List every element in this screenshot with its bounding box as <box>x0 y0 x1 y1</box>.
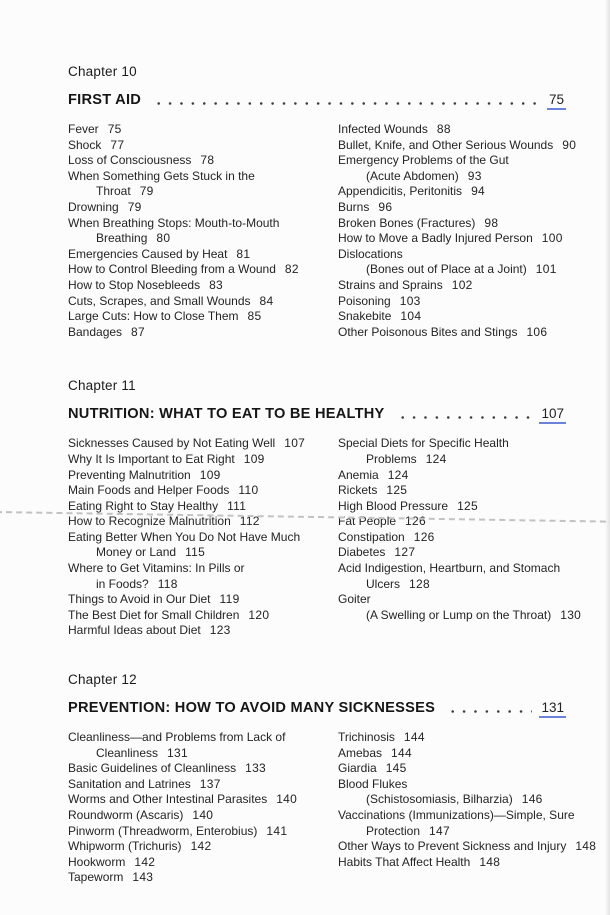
toc-entry <box>338 545 581 561</box>
dot-leader <box>151 92 540 110</box>
toc-entry-title: Broken Bones (Fractures) <box>338 215 476 230</box>
toc-entry-title: Fat People <box>338 514 397 529</box>
toc-entry-title: Main Foods and Helper Foods <box>68 483 230 498</box>
toc-entry <box>68 761 338 777</box>
toc-entry-title: Loss of Consciousness <box>68 153 192 168</box>
toc-entry-title: Blood Flukes <box>338 776 408 791</box>
left-column <box>68 436 338 639</box>
toc-entry <box>338 514 581 530</box>
toc-entry-page: 103 <box>399 293 421 308</box>
toc-entry-title: Whipworm (Trichuris) <box>68 839 182 854</box>
toc-entry-title: Rickets <box>338 483 378 498</box>
toc-entry <box>68 623 338 639</box>
toc-entry-page: 79 <box>139 184 154 199</box>
toc-entry-title: When Breathing Stops: Mouth-to-Mouth <box>68 215 280 230</box>
toc-entry <box>68 855 338 871</box>
toc-entry-title: Worms and Other Intestinal Parasites <box>68 792 268 807</box>
toc-entry <box>68 530 338 546</box>
toc-entry <box>68 468 338 484</box>
toc-entry-title: Why It Is Important to Eat Right <box>68 451 235 466</box>
chapter-title: PREVENTION: HOW TO AVOID MANY SICKNESSES <box>68 700 436 717</box>
toc-entry-title: Preventing Malnutrition <box>68 467 191 482</box>
toc-entry-title: Shock <box>68 137 102 152</box>
toc-entry <box>68 278 338 294</box>
chapter-page-link[interactable]: 131 <box>539 700 566 718</box>
toc-entry-title: Cleanliness—and Problems from Lack of <box>68 730 286 745</box>
left-column <box>68 122 338 340</box>
toc-entry <box>338 262 580 278</box>
toc-entry <box>68 216 338 232</box>
toc-entry-page: 148 <box>575 839 597 854</box>
toc-entry-page: 87 <box>131 324 145 339</box>
toc-entry <box>68 436 338 452</box>
toc-entry-title: Protection <box>366 823 421 838</box>
toc-entry-title: Bandages <box>68 324 123 339</box>
toc-entry-title: Drowning <box>68 199 119 214</box>
toc-entry-title: When Something Gets Stuck in the <box>68 168 255 183</box>
chapter-12-section <box>68 672 597 886</box>
toc-entry-page: 126 <box>405 514 426 529</box>
toc-entry-page: 120 <box>248 607 270 622</box>
toc-entry <box>338 309 580 325</box>
toc-entry <box>338 730 596 746</box>
left-column <box>68 730 338 886</box>
toc-entry <box>338 278 580 294</box>
toc-entry-page: 133 <box>245 761 267 776</box>
toc-entry-title: Amebas <box>338 745 383 760</box>
toc-entry-page: 75 <box>107 122 122 136</box>
chapter-11-section <box>68 378 580 639</box>
toc-entry <box>68 824 338 840</box>
toc-entry <box>338 231 580 247</box>
toc-entry-title: Bullet, Knife, and Other Serious Wounds <box>338 137 554 152</box>
toc-entry <box>338 325 580 341</box>
toc-entry-title: The Best Diet for Small Children <box>68 607 240 622</box>
chapter-label: Chapter 11 <box>68 378 136 394</box>
toc-entry-page: 140 <box>276 792 298 807</box>
toc-entry-page: 118 <box>157 576 178 591</box>
toc-entry <box>68 483 338 499</box>
toc-entry-page: 85 <box>247 309 262 324</box>
toc-entry <box>68 294 338 310</box>
toc-entry-title: Cleanliness <box>96 745 159 760</box>
toc-entry-title: How to Recognize Malnutrition <box>68 514 231 529</box>
toc-entry-title: Other Ways to Prevent Sickness and Injury <box>338 839 567 854</box>
toc-entry <box>338 483 581 499</box>
toc-entry-page: 104 <box>400 309 422 324</box>
toc-entry-page: 100 <box>541 231 563 246</box>
toc-entry-title: Trichinosis <box>338 730 395 745</box>
toc-entry-page: 84 <box>259 293 274 308</box>
toc-entry-page: 143 <box>132 870 154 885</box>
toc-entry <box>338 561 581 577</box>
toc-entry-page: 88 <box>436 122 451 136</box>
toc-entry <box>68 777 338 793</box>
toc-entry-title: High Blood Pressure <box>338 498 449 513</box>
toc-entry-page: 109 <box>199 467 221 482</box>
toc-entry-page: 107 <box>284 436 306 451</box>
toc-entry-title: in Foods? <box>96 576 149 591</box>
toc-entry-page: 146 <box>521 792 543 807</box>
toc-entry-title: Infected Wounds <box>338 122 428 136</box>
toc-entry-page: 78 <box>200 153 215 168</box>
toc-entry-title: Throat <box>96 184 131 199</box>
toc-entry-page: 77 <box>110 137 125 152</box>
toc-entry <box>68 577 338 593</box>
toc-entry-title: Breathing <box>96 231 148 246</box>
toc-entry-title: Hookworm <box>68 854 126 869</box>
entry-columns <box>68 730 597 886</box>
toc-entry-page: 90 <box>562 137 577 152</box>
toc-entry-title: Special Diets for Specific Health <box>338 436 509 451</box>
toc-entry <box>68 545 338 561</box>
toc-entry-page: 131 <box>167 745 188 760</box>
toc-entry <box>68 200 338 216</box>
toc-entry-page: 106 <box>526 324 548 339</box>
toc-entry <box>338 122 580 138</box>
toc-entry <box>338 153 580 169</box>
toc-entry <box>338 608 581 624</box>
chapter-title-row <box>68 700 566 718</box>
toc-entry-page: 81 <box>236 246 251 261</box>
toc-entry-title: Basic Guidelines of Cleanliness <box>68 761 237 776</box>
toc-entry-title: How to Move a Badly Injured Person <box>338 231 533 246</box>
toc-entry-page: 148 <box>479 854 501 869</box>
toc-entry-title: Strains and Sprains <box>338 277 443 292</box>
chapter-title: NUTRITION: WHAT TO EAT TO BE HEALTHY <box>68 406 385 423</box>
toc-entry <box>338 216 580 232</box>
toc-entry <box>68 499 338 515</box>
toc-entry <box>68 138 338 154</box>
toc-entry-title: Where to Get Vitamins: In Pills or <box>68 561 245 576</box>
toc-entry <box>338 839 596 855</box>
toc-entry-page: 142 <box>190 839 212 854</box>
toc-entry-title: Sicknesses Caused by Not Eating Well <box>68 436 276 451</box>
toc-entry-page: 94 <box>471 184 486 199</box>
toc-entry <box>68 808 338 824</box>
toc-entry <box>338 436 581 452</box>
toc-entry-page: 123 <box>209 623 231 638</box>
toc-entry-title: Acid Indigestion, Heartburn, and Stomach <box>338 561 561 576</box>
toc-entry-title: Goiter <box>338 592 371 607</box>
toc-entry-page: 83 <box>209 277 224 292</box>
toc-entry <box>68 262 338 278</box>
toc-entry-title: (Bones out of Place at a Joint) <box>366 262 527 277</box>
toc-entry-page: 142 <box>134 854 156 869</box>
toc-entry <box>68 592 338 608</box>
toc-entry <box>338 577 581 593</box>
toc-entry <box>338 824 596 840</box>
toc-entry-title: Dislocations <box>338 246 403 261</box>
toc-entry-title: Pinworm (Threadworm, Enterobius) <box>68 823 258 838</box>
toc-entry <box>338 808 596 824</box>
chapter-page-link[interactable]: 75 <box>547 92 566 110</box>
chapter-label: Chapter 10 <box>68 64 137 79</box>
toc-entry-page: 144 <box>391 745 412 760</box>
toc-entry <box>68 309 338 325</box>
entry-columns <box>68 436 580 639</box>
toc-entry <box>68 153 338 169</box>
chapter-title-row <box>68 92 566 110</box>
toc-entry-title: Appendicitis, Peritonitis <box>338 184 463 199</box>
toc-entry-page: 124 <box>425 451 447 466</box>
chapter-title-row <box>68 406 566 424</box>
toc-entry <box>68 608 338 624</box>
toc-entry-page: 144 <box>403 730 425 745</box>
toc-entry-page: 115 <box>185 545 206 560</box>
entry-columns <box>68 122 580 340</box>
toc-entry <box>68 122 338 138</box>
toc-entry-title: How to Stop Nosebleeds <box>68 277 201 292</box>
toc-entry-page: 96 <box>378 199 393 214</box>
toc-entry-title: Roundworm (Ascaris) <box>68 808 184 822</box>
toc-entry <box>68 746 338 762</box>
toc-entry-title: Fever <box>68 122 99 136</box>
toc-entry <box>68 514 338 530</box>
toc-entry <box>338 530 581 546</box>
toc-entry-title: Cuts, Scrapes, and Small Wounds <box>68 293 251 308</box>
toc-entry-page: 145 <box>385 761 407 776</box>
toc-entry <box>68 452 338 468</box>
toc-entry-page: 126 <box>413 529 435 544</box>
toc-entry-title: Constipation <box>338 529 405 544</box>
toc-entry <box>338 452 581 468</box>
toc-entry-title: How to Control Bleeding from a Wound <box>68 262 276 277</box>
toc-entry-page: 111 <box>227 498 247 513</box>
toc-entry-title: Eating Right to Stay Healthy <box>68 498 219 513</box>
toc-entry-page: 128 <box>409 576 430 591</box>
toc-entry-title: Habits That Affect Health <box>338 854 471 869</box>
toc-entry <box>68 870 338 886</box>
toc-entry <box>68 184 338 200</box>
toc-entry-page: 102 <box>451 277 473 292</box>
toc-entry-title: (A Swelling or Lump on the Throat) <box>366 607 552 622</box>
toc-entry-title: Giardia <box>338 761 377 776</box>
toc-entry <box>68 561 338 577</box>
right-column <box>338 436 581 639</box>
toc-entry-page: 130 <box>560 607 582 622</box>
toc-entry <box>68 730 338 746</box>
toc-entry <box>338 855 596 871</box>
toc-entry-title: Tapeworm <box>68 870 124 885</box>
right-column <box>338 122 580 340</box>
toc-entry-title: Large Cuts: How to Close Them <box>68 309 239 324</box>
toc-entry <box>338 592 581 608</box>
toc-entry-page: 127 <box>394 545 416 560</box>
toc-entry-title: Sanitation and Latrines <box>68 776 191 791</box>
toc-entry <box>338 761 596 777</box>
toc-entry <box>68 839 338 855</box>
toc-entry-page: 93 <box>467 168 482 183</box>
toc-entry-title: Snakebite <box>338 309 392 324</box>
toc-entry <box>338 184 580 200</box>
toc-entry <box>338 138 580 154</box>
toc-entry <box>338 499 581 515</box>
toc-entry <box>68 231 338 247</box>
toc-entry-title: (Acute Abdomen) <box>366 168 459 183</box>
toc-entry <box>338 247 580 263</box>
toc-entry-page: 98 <box>484 215 499 230</box>
toc-entry <box>338 777 596 793</box>
toc-entry-page: 140 <box>192 808 214 822</box>
toc-entry <box>338 169 580 185</box>
toc-entry-title: Vaccinations (Immunizations)—Simple, Sure <box>338 808 575 822</box>
chapter-page-link[interactable]: 107 <box>539 406 566 424</box>
toc-entry-title: Things to Avoid in Our Diet <box>68 592 211 607</box>
toc-entry <box>68 325 338 341</box>
toc-entry <box>338 468 581 484</box>
toc-entry-title: Money or Land <box>96 545 177 560</box>
toc-entry-page: 137 <box>199 776 221 791</box>
toc-entry-page: 125 <box>386 483 408 498</box>
toc-entry <box>338 200 580 216</box>
dot-leader <box>395 406 533 424</box>
toc-entry-page: 147 <box>429 823 450 838</box>
right-column <box>338 730 596 886</box>
toc-entry <box>338 746 596 762</box>
toc-entry-page: 110 <box>238 483 259 498</box>
toc-entry-page: 119 <box>219 592 240 607</box>
toc-entry-page: 124 <box>387 467 409 482</box>
toc-entry-title: Burns <box>338 199 370 214</box>
toc-entry-page: 141 <box>266 823 288 838</box>
toc-entry-page: 109 <box>243 451 265 466</box>
toc-entry-title: (Schistosomiasis, Bilharzia) <box>366 792 513 807</box>
toc-entry <box>68 169 338 185</box>
toc-entry-page: 125 <box>457 498 478 513</box>
toc-entry-title: Eating Better When You Do Not Have Much <box>68 529 301 544</box>
chapter-title: FIRST AID <box>68 92 142 108</box>
toc-entry-page: 79 <box>127 199 142 214</box>
toc-entry-page: 101 <box>535 262 557 277</box>
toc-entry-title: Ulcers <box>366 576 401 591</box>
toc-entry <box>68 792 338 808</box>
toc-entry <box>68 247 338 263</box>
chapter-10-section <box>68 64 580 340</box>
toc-entry-page: 80 <box>156 231 171 246</box>
toc-entry-title: Emergencies Caused by Heat <box>68 246 228 261</box>
toc-entry-title: Problems <box>366 451 417 466</box>
toc-entry-title: Harmful Ideas about Diet <box>68 623 201 638</box>
toc-entry-title: Anemia <box>338 467 379 482</box>
dot-leader <box>445 700 532 718</box>
toc-entry-title: Other Poisonous Bites and Stings <box>338 324 518 339</box>
toc-entry <box>338 294 580 310</box>
toc-entry <box>338 792 596 808</box>
toc-entry-title: Emergency Problems of the Gut <box>338 153 509 168</box>
toc-entry-title: Diabetes <box>338 545 386 560</box>
toc-entry-page: 82 <box>284 262 299 277</box>
toc-entry-page: 112 <box>239 514 260 529</box>
chapter-label: Chapter 12 <box>68 672 137 688</box>
toc-entry-title: Poisoning <box>338 293 391 308</box>
